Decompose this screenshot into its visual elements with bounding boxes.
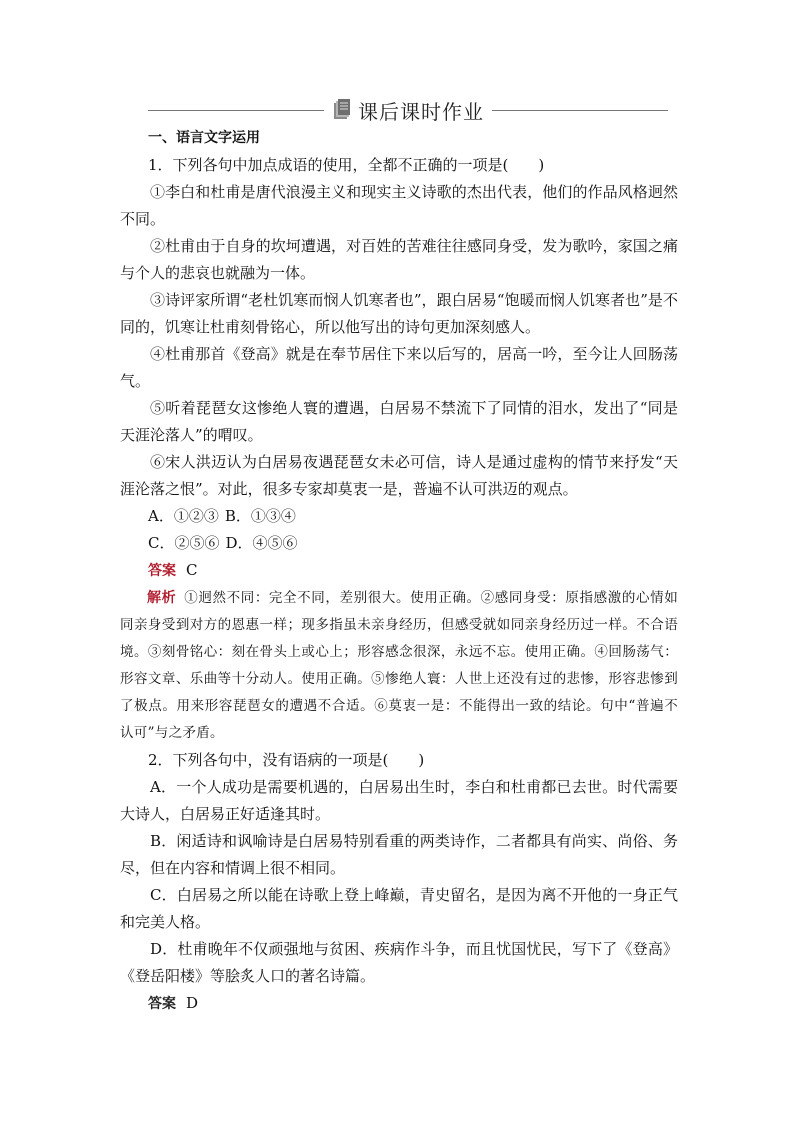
question-1-explanation bbox=[120, 585, 678, 747]
answer-label: 答案 bbox=[148, 996, 176, 1012]
question-2-option-b: B．闲适诗和讽喻诗是白居易特别看重的两类诗作，二者都具有尚实、尚俗、务尽，但在内容和情调上很不相同。 bbox=[120, 832, 678, 877]
answer-value: C bbox=[186, 561, 198, 579]
question-1-item-4: ④杜甫那首《登高》就是在奉节居住下来以后写的，居高一吟，至今让人回肠荡气。 bbox=[120, 345, 678, 390]
option-d: D．④⑤⑥ bbox=[225, 534, 298, 552]
option-b: B．①③④ bbox=[224, 507, 296, 525]
question-1-item-6: ⑥宋人洪迈认为白居易夜遇琵琶女未必可信，诗人是通过虚构的情节来抒发“天涯沦落之恨”。对此，很多专家却莫衷一是，普遍不认可洪迈的观点。 bbox=[120, 453, 678, 498]
header-rule-left bbox=[148, 110, 324, 111]
question-1-options-row-2 bbox=[120, 530, 678, 557]
page-title: 课后课时作业 bbox=[358, 99, 484, 124]
section-title: 一、语言文字运用 bbox=[148, 130, 260, 146]
question-1-item-3: ③诗评家所谓“老杜饥寒而悯人饥寒者也”，跟白居易“饱暖而悯人饥寒者也”是不同的，饥寒让杜甫刻骨铭心，所以他写出的诗句更加深刻感人。 bbox=[120, 291, 678, 336]
question-1-item-5: ⑤听着琵琶女这惨绝人寰的遭遇，白居易不禁流下了同情的泪水，发出了“同是天涯沦落人”的喟叹。 bbox=[120, 399, 678, 444]
header-rule-right bbox=[492, 110, 668, 111]
question-1-options-row-1 bbox=[120, 503, 678, 530]
page-header bbox=[148, 96, 668, 124]
explanation-label: 解析 bbox=[147, 590, 177, 606]
question-2-answer bbox=[120, 990, 678, 1018]
question-1-stem: 1．下列各句中加点成语的使用，全都不正确的一项是( ) bbox=[148, 156, 545, 174]
question-2-stem: 2．下列各句中，没有语病的一项是( ) bbox=[148, 751, 425, 769]
question-1-item-1: ①李白和杜甫是唐代浪漫主义和现实主义诗歌的杰出代表，他们的作品风格迥然不同。 bbox=[120, 183, 678, 228]
answer-label: 答案 bbox=[148, 563, 176, 579]
book-stack-icon bbox=[332, 99, 352, 121]
answer-value: D bbox=[186, 994, 199, 1012]
option-c: C．②⑤⑥ bbox=[148, 534, 220, 552]
question-1-item-2: ②杜甫由于自身的坎坷遭遇，对百姓的苦难往往感同身受，发为歌吟，家国之痛与个人的悲哀也就融为一体。 bbox=[120, 237, 678, 282]
question-1-answer bbox=[120, 557, 678, 585]
question-2-option-c: C．白居易之所以能在诗歌上登上峰巅，青史留名，是因为离不开他的一身正气和完美人格。 bbox=[120, 886, 678, 931]
worksheet-body bbox=[120, 128, 678, 1018]
explanation-text: ①迥然不同：完全不同，差别很大。使用正确。②感同身受：原指感激的心情如同亲身受到对方的恩惠一样；现多指虽未亲身经历，但感受就如同亲身经历过一样。不合语境。③刻骨铭心：刻在骨头上或心上；形容感念很深，永远不忘。使用正确。④回肠荡气：形容文章、乐曲等十分动人。使用正确。⑤惨绝人寰：人世上还没有过的悲惨，形容悲惨到了极点。用来形容琵琶女的遭遇不合适。⑥莫衷一是：不能得出一致的结论。句中“普遍不认可”与之矛盾。 bbox=[120, 590, 678, 741]
option-a: A．①②③ bbox=[148, 507, 219, 525]
question-2-option-d: D．杜甫晚年不仅顽强地与贫困、疾病作斗争，而且忧国忧民，写下了《登高》《登岳阳楼》等脍炙人口的著名诗篇。 bbox=[120, 940, 678, 985]
question-2-option-a: A．一个人成功是需要机遇的，白居易出生时，李白和杜甫都已去世。时代需要大诗人，白居易正好适逢其时。 bbox=[120, 778, 678, 823]
